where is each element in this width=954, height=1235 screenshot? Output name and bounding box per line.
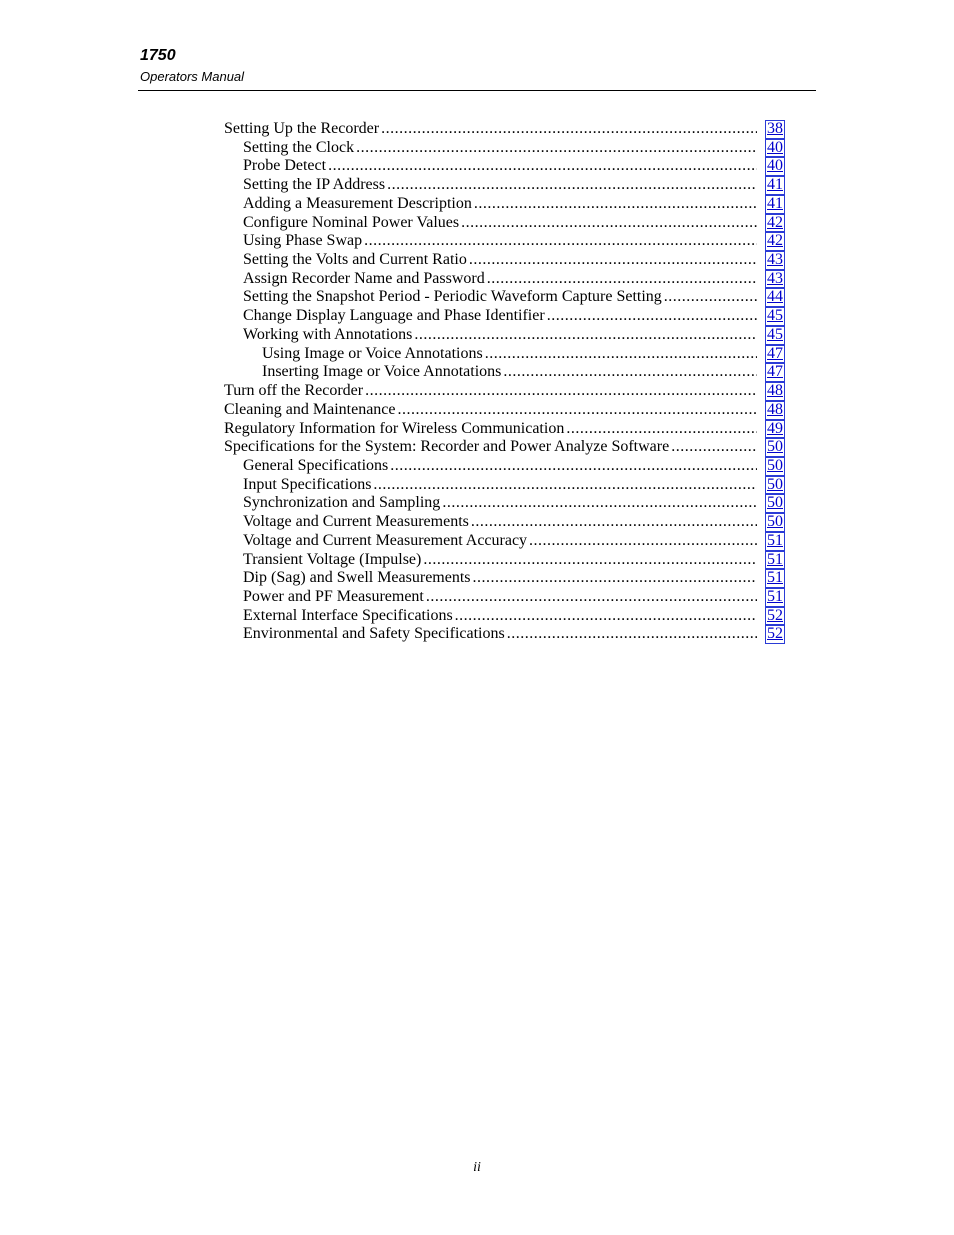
- toc-entry-title-area: [224, 214, 757, 233]
- toc-entry: [224, 157, 788, 176]
- toc-entry-title-area: [224, 401, 757, 420]
- toc-page-link[interactable]: 42: [767, 213, 783, 231]
- toc-entry-title: Synchronization and Sampling: [243, 494, 441, 512]
- toc-entry-title: Change Display Language and Phase Identifier: [243, 307, 545, 325]
- toc-entry-title: Setting the Clock: [243, 138, 355, 156]
- toc-entry: [224, 532, 788, 551]
- toc-page-link[interactable]: 43: [767, 269, 783, 287]
- toc-dot-leader: [467, 251, 757, 270]
- toc-page-link[interactable]: 49: [767, 419, 783, 437]
- toc-entry: [224, 270, 788, 289]
- toc-entry: [224, 401, 788, 420]
- toc-entry-title: Setting the Snapshot Period - Periodic Waveform Capture Setting: [243, 288, 662, 306]
- toc-dot-leader: [421, 551, 757, 570]
- toc-page-link[interactable]: 50: [767, 513, 783, 531]
- toc-entry-title-area: [224, 476, 757, 495]
- toc-dot-leader: [469, 513, 757, 532]
- toc-entry-title: Specifications for the System: Recorder and Power Analyze Software: [224, 438, 670, 456]
- toc-entry-title-area: [224, 513, 757, 532]
- toc-entry-title: Setting the Volts and Current Ratio: [243, 251, 467, 269]
- toc-entry-title-area: [224, 382, 757, 401]
- toc-page-link[interactable]: 45: [767, 325, 783, 343]
- toc-entry-title: Assign Recorder Name and Password: [243, 269, 485, 287]
- page-header: [140, 46, 816, 85]
- toc-entry: [224, 551, 788, 570]
- page-number: ii: [473, 1160, 481, 1175]
- toc-entry: [224, 569, 788, 588]
- toc-entry-title-area: [224, 345, 757, 364]
- table-of-contents: [224, 120, 788, 644]
- toc-dot-leader: [371, 476, 757, 495]
- toc-entry-title: Cleaning and Maintenance: [224, 400, 396, 418]
- toc-dot-leader: [354, 139, 757, 158]
- toc-dot-leader: [662, 288, 757, 307]
- toc-entry-title: Using Image or Voice Annotations: [262, 344, 483, 362]
- toc-entry: [224, 607, 788, 626]
- toc-dot-leader: [459, 214, 757, 233]
- toc-dot-leader: [564, 420, 757, 439]
- toc-dot-leader: [362, 232, 757, 251]
- toc-dot-leader: [363, 382, 757, 401]
- toc-page-link[interactable]: 48: [767, 400, 783, 418]
- toc-entry-title-area: [224, 288, 757, 307]
- toc-page-link[interactable]: 50: [767, 494, 783, 512]
- toc-entry-title: Setting the IP Address: [243, 176, 386, 194]
- toc-entry-title: External Interface Specifications: [243, 606, 453, 624]
- toc-dot-leader: [472, 195, 757, 214]
- toc-entry-title-area: [224, 420, 757, 439]
- toc-entry-title: Input Specifications: [243, 475, 372, 493]
- toc-page-link[interactable]: 42: [767, 232, 783, 250]
- toc-entry: [224, 139, 788, 158]
- toc-dot-leader: [453, 607, 757, 626]
- toc-page-link[interactable]: 40: [767, 157, 783, 175]
- toc-entry: [224, 176, 788, 195]
- toc-page-link[interactable]: 51: [767, 531, 783, 549]
- toc-entry-title: Voltage and Current Measurement Accuracy: [243, 531, 528, 549]
- toc-dot-leader: [501, 363, 757, 382]
- toc-dot-leader: [471, 569, 757, 588]
- toc-entry-title: Configure Nominal Power Values: [243, 213, 460, 231]
- toc-entry: [224, 625, 788, 644]
- toc-page-link[interactable]: 41: [767, 194, 783, 212]
- toc-page-link[interactable]: 41: [767, 176, 783, 194]
- toc-page-link[interactable]: 43: [767, 251, 783, 269]
- toc-entry-title: Setting Up the Recorder: [224, 120, 380, 137]
- toc-page-link[interactable]: 52: [767, 625, 783, 643]
- toc-dot-leader: [440, 494, 757, 513]
- toc-entry-title-area: [224, 251, 757, 270]
- toc-page-link[interactable]: 50: [767, 438, 783, 456]
- toc-entry: [224, 288, 788, 307]
- toc-entry: [224, 214, 788, 233]
- toc-entry-title-area: [224, 625, 757, 644]
- toc-entry: [224, 438, 788, 457]
- toc-entry-title-area: [224, 270, 757, 289]
- toc-entry-title: Environmental and Safety Specifications: [243, 625, 505, 643]
- toc-entry-title-area: [224, 326, 757, 345]
- toc-entry-title: Power and PF Measurement: [243, 587, 424, 605]
- toc-entry-title-area: [224, 569, 757, 588]
- toc-dot-leader: [385, 176, 757, 195]
- toc-dot-leader: [505, 625, 757, 644]
- toc-entry-title: Working with Annotations: [243, 325, 413, 343]
- toc-entry-title-area: [224, 607, 757, 626]
- toc-page-link[interactable]: 45: [767, 307, 783, 325]
- header-divider: [138, 90, 816, 91]
- toc-entry: [224, 363, 788, 382]
- toc-entry-title: Transient Voltage (Impulse): [243, 550, 422, 568]
- toc-entry: [224, 251, 788, 270]
- toc-entry: [224, 494, 788, 513]
- document-title: 1750: [140, 47, 176, 64]
- toc-entry-title: Dip (Sag) and Swell Measurements: [243, 569, 471, 587]
- toc-dot-leader: [483, 345, 757, 364]
- toc-entry-title-area: [224, 457, 757, 476]
- toc-entry-title-area: [224, 363, 757, 382]
- toc-dot-leader: [669, 438, 757, 457]
- toc-dot-leader: [424, 588, 757, 607]
- toc-entry-title: General Specifications: [243, 456, 389, 474]
- toc-entry: [224, 588, 788, 607]
- toc-entry-title: Using Phase Swap: [243, 232, 363, 250]
- toc-entry: [224, 476, 788, 495]
- document-subtitle: Operators Manual: [140, 69, 245, 84]
- toc-entry-title-area: [224, 494, 757, 513]
- toc-dot-leader: [412, 326, 757, 345]
- toc-entry-title-area: [224, 532, 757, 551]
- toc-dot-leader: [396, 401, 758, 420]
- toc-entry-title-area: [224, 438, 757, 457]
- toc-page-link[interactable]: 48: [767, 382, 783, 400]
- toc-entry-title: Turn off the Recorder: [224, 382, 364, 400]
- toc-page-link[interactable]: 51: [767, 587, 783, 605]
- toc-entry: [224, 457, 788, 476]
- toc-entry-title-area: [224, 551, 757, 570]
- toc-entry: [224, 420, 788, 439]
- toc-page-link[interactable]: 50: [767, 475, 783, 493]
- toc-page-link[interactable]: 51: [767, 569, 783, 587]
- toc-page-link[interactable]: 51: [767, 550, 783, 568]
- toc-entry-title: Regulatory Information for Wireless Communication: [224, 419, 565, 437]
- toc-page-link[interactable]: 47: [767, 363, 783, 381]
- toc-entry-title-area: [224, 120, 757, 139]
- toc-entry-title-area: [224, 157, 757, 176]
- toc-entry-title-area: [224, 588, 757, 607]
- toc-entry-title-area: [224, 195, 757, 214]
- toc-entry: [224, 326, 788, 345]
- toc-dot-leader: [485, 270, 757, 289]
- toc-page-link[interactable]: 44: [767, 288, 783, 306]
- toc-dot-leader: [379, 120, 757, 139]
- toc-entry-title: Voltage and Current Measurements: [243, 513, 469, 531]
- toc-entry: [224, 307, 788, 326]
- toc-entry: [224, 195, 788, 214]
- toc-page-link[interactable]: 50: [767, 456, 783, 474]
- toc-entry-title: Adding a Measurement Description: [243, 194, 472, 212]
- toc-dot-leader: [545, 307, 757, 326]
- toc-entry: [224, 345, 788, 364]
- toc-entry: [224, 232, 788, 251]
- toc-entry: [224, 120, 788, 139]
- toc-page-link[interactable]: 47: [767, 344, 783, 362]
- toc-entry: [224, 382, 788, 401]
- toc-dot-leader: [326, 157, 757, 176]
- toc-page-link[interactable]: 40: [767, 138, 783, 156]
- toc-entry-title: Probe Detect: [243, 157, 327, 175]
- toc-entry-title-area: [224, 232, 757, 251]
- toc-dot-leader: [388, 457, 757, 476]
- toc-entry-title-area: [224, 139, 757, 158]
- toc-entry-title-area: [224, 307, 757, 326]
- toc-dot-leader: [527, 532, 757, 551]
- toc-entry: [224, 513, 788, 532]
- toc-entry-title-area: [224, 176, 757, 195]
- toc-entry-title: Inserting Image or Voice Annotations: [262, 363, 502, 381]
- toc-page-link[interactable]: 52: [767, 606, 783, 624]
- toc-page-link[interactable]: 38: [767, 120, 783, 137]
